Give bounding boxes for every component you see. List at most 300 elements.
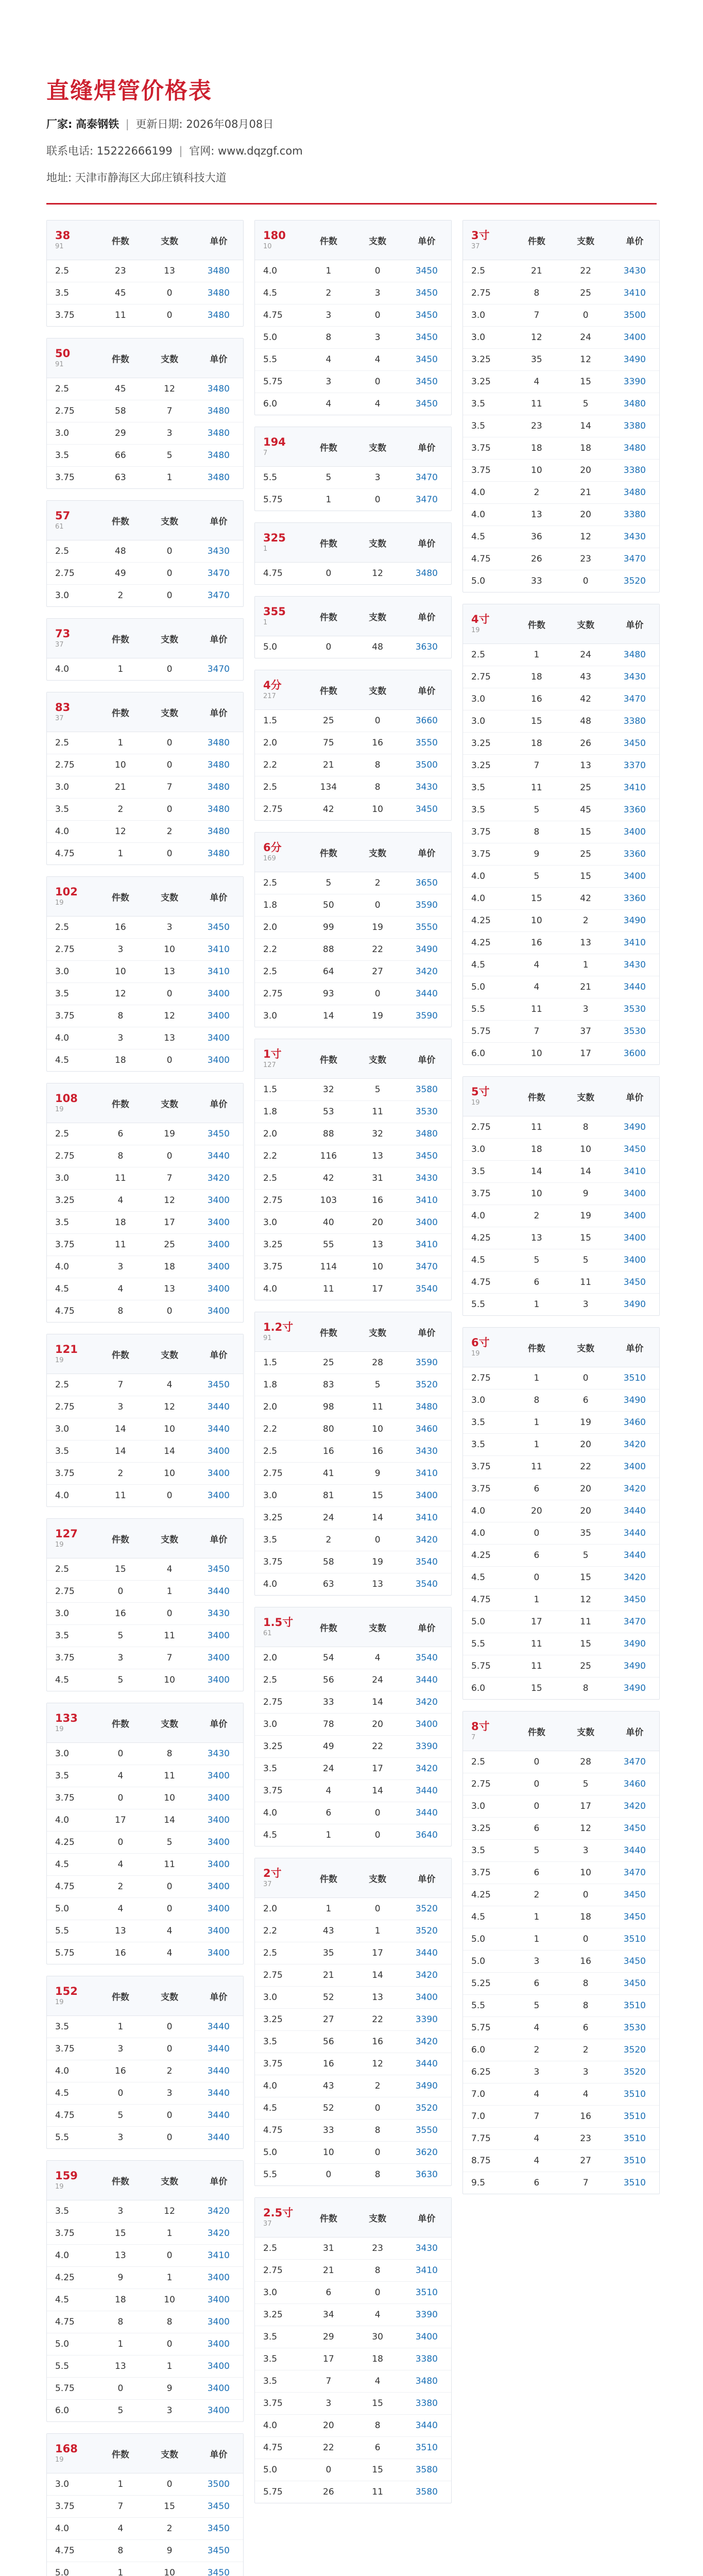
piece-count-cell: 5 (96, 2105, 145, 2127)
column-header-price: 单价 (610, 1077, 659, 1116)
unit-price-cell: 3440 (194, 2060, 243, 2082)
piece-count-cell: 4 (96, 1278, 145, 1300)
table-row (255, 2075, 451, 2097)
wall-thickness-cell: 5.75 (255, 371, 304, 393)
wall-thickness-cell: 5.5 (463, 1633, 512, 1655)
table-row (255, 939, 451, 961)
unit-price-cell: 3620 (402, 2142, 451, 2164)
unit-price-cell: 3400 (194, 1005, 243, 1027)
piece-count-cell: 4 (512, 2017, 561, 2039)
piece-count-cell: 45 (96, 378, 145, 400)
unit-price-cell: 3470 (402, 467, 451, 489)
unit-price-cell: 3400 (610, 1183, 659, 1205)
column-header-count: 件数 (512, 604, 561, 644)
unit-price-cell: 3470 (610, 1751, 659, 1773)
piece-count-cell: 0 (96, 1832, 145, 1854)
table-row (47, 1027, 243, 1049)
table-row (463, 843, 659, 866)
wall-thickness-cell: 6.0 (471, 1048, 486, 1059)
unit-price-cell: 3470 (402, 1256, 451, 1278)
bundle-count-cell: 0 (166, 1490, 173, 1501)
unit-price-cell: 3470 (415, 495, 438, 505)
piece-count-cell: 5 (512, 799, 561, 821)
bundle-count-cell: 17 (353, 1758, 402, 1780)
bundle-count-cell: 14 (145, 1440, 194, 1463)
unit-price-cell: 3430 (610, 260, 659, 282)
wall-thickness-cell: 3.75 (47, 2038, 96, 2060)
unit-price-cell: 3490 (610, 1633, 659, 1655)
table-row (255, 1167, 451, 1190)
table-row (255, 327, 451, 349)
bundle-count-cell: 2 (353, 2075, 402, 2097)
price-table-header-row (47, 2434, 243, 2473)
wall-thickness-cell: 3.5 (255, 1529, 304, 1551)
column-header-count: 件数 (96, 221, 145, 260)
wall-thickness-cell: 4.5 (47, 1854, 96, 1876)
table-row (255, 1507, 451, 1529)
spec-heading (255, 597, 304, 636)
bundle-count-cell: 20 (353, 1714, 402, 1736)
unit-price-cell: 3450 (402, 304, 451, 327)
wall-thickness-cell: 4.75 (255, 2120, 304, 2142)
table-row (255, 710, 451, 732)
unit-price-cell: 3400 (194, 1832, 243, 1854)
piece-count-cell: 42 (304, 1167, 353, 1190)
piece-count-cell: 7 (304, 2370, 353, 2393)
wall-thickness-cell: 5.75 (463, 1655, 512, 1677)
wall-thickness-cell: 3.0 (55, 590, 70, 601)
wall-thickness-cell: 3.25 (463, 755, 512, 777)
column-header-price: 单价 (402, 1607, 451, 1647)
wall-thickness-cell: 2.0 (255, 1396, 304, 1418)
piece-count-cell: 16 (115, 1948, 126, 1958)
price-table (255, 523, 451, 584)
spec-number: 2.5寸 (263, 2207, 294, 2219)
bundle-count-cell: 17 (561, 1795, 610, 1818)
spec-number: 8寸 (471, 1720, 490, 1733)
updated-date: 2026年08月08日 (186, 118, 274, 130)
table-row (463, 349, 659, 371)
table-row (463, 1043, 659, 1065)
table-row (463, 976, 659, 998)
price-table (255, 1607, 451, 1846)
wall-thickness-cell: 5.0 (47, 2333, 96, 2355)
unit-price-cell: 3380 (610, 710, 659, 733)
bundle-count-cell: 19 (372, 1011, 383, 1021)
piece-count-cell: 0 (512, 1567, 561, 1589)
wall-thickness-cell: 4.25 (463, 932, 512, 954)
wall-thickness-cell: 4.0 (463, 866, 512, 888)
column-header-count: 件数 (96, 338, 145, 378)
table-row (47, 1809, 243, 1832)
page-title: 直缝焊管价格表 (46, 78, 212, 104)
table-row (255, 467, 451, 489)
table-row (47, 1942, 243, 1964)
bundle-count-cell: 13 (353, 1145, 402, 1167)
bundle-count-cell: 0 (145, 2038, 194, 2060)
site-link[interactable]: www.dqzgf.com (217, 145, 303, 157)
unit-price-cell: 3450 (194, 2496, 243, 2518)
table-row (255, 2415, 451, 2437)
table-row (463, 1389, 659, 1412)
spec-table-card (462, 1327, 660, 1700)
price-table-header-row (47, 1083, 243, 1123)
wall-thickness-cell: 2.5 (255, 776, 304, 799)
wall-thickness-cell: 4.75 (263, 568, 283, 579)
spec-subcode: 19 (471, 1350, 480, 1358)
column-header-bundle: 支数 (353, 221, 402, 260)
table-row (463, 1500, 659, 1522)
unit-price-cell: 3440 (194, 2082, 243, 2105)
piece-count-cell: 2 (117, 590, 124, 601)
table-row (47, 2245, 243, 2267)
spec-heading (47, 338, 96, 378)
table-row (255, 1736, 451, 1758)
table-row (463, 910, 659, 932)
bundle-count-cell: 9 (145, 2378, 194, 2400)
piece-count-cell: 11 (512, 1655, 561, 1677)
wall-thickness-cell: 3.5 (463, 393, 512, 415)
unit-price-cell: 3440 (610, 1500, 659, 1522)
unit-price-cell: 3640 (415, 1830, 438, 1840)
unit-price-cell: 3550 (402, 917, 451, 939)
piece-count-cell: 3 (96, 1256, 145, 1278)
table-row (47, 422, 243, 445)
table-row (463, 1611, 659, 1633)
unit-price-cell: 3480 (207, 310, 230, 320)
spec-subcode: 127 (263, 1061, 276, 1069)
unit-price-cell: 3440 (194, 2038, 243, 2060)
piece-count-cell: 6 (512, 1818, 561, 1840)
column-header-bundle: 支数 (353, 427, 402, 467)
unit-price-cell: 3450 (402, 1145, 451, 1167)
unit-price-cell: 3450 (610, 1973, 659, 1995)
spec-heading (463, 221, 512, 260)
wall-thickness-cell: 2.5 (463, 260, 512, 282)
unit-price-cell: 3440 (194, 1396, 243, 1418)
bundle-count-cell: 8 (353, 776, 402, 799)
phone-number[interactable]: 15222666199 (96, 145, 173, 157)
wall-thickness-cell: 8.75 (463, 2150, 512, 2172)
wall-thickness-cell: 2.5 (255, 1440, 304, 1463)
piece-count-cell: 3 (512, 1951, 561, 1973)
wall-thickness-cell: 4.0 (463, 1522, 512, 1545)
spec-subcode: 37 (263, 2220, 272, 2228)
piece-count-cell: 5 (304, 467, 353, 489)
wall-thickness-cell: 5.5 (255, 467, 304, 489)
piece-count-cell: 52 (304, 2097, 353, 2120)
table-row (255, 1485, 451, 1507)
table-row (463, 2061, 659, 2083)
piece-count-cell: 6 (512, 1862, 561, 1884)
wall-thickness-cell: 3.25 (255, 1736, 304, 1758)
bundle-count-cell: 13 (145, 1278, 194, 1300)
piece-count-cell: 5 (512, 1995, 561, 2017)
wall-thickness-cell: 3.75 (47, 1005, 96, 1027)
table-row (463, 482, 659, 504)
column-header-price: 单价 (194, 501, 243, 540)
piece-count-cell: 26 (323, 2487, 334, 2497)
bundle-count-cell: 12 (561, 1589, 610, 1611)
wall-thickness-cell: 4.75 (463, 1272, 512, 1294)
price-table (255, 670, 451, 820)
piece-count-cell: 11 (115, 1490, 126, 1501)
bundle-count-cell: 16 (353, 1440, 402, 1463)
table-row (255, 349, 451, 371)
wall-thickness-cell: 3.0 (463, 1389, 512, 1412)
piece-count-cell: 6 (512, 1973, 561, 1995)
piece-count-cell: 3 (512, 2061, 561, 2083)
table-row (463, 1478, 659, 1500)
bundle-count-cell: 0 (145, 563, 194, 585)
unit-price-cell: 3450 (610, 1818, 659, 1840)
bundle-count-cell: 13 (145, 961, 194, 983)
bundle-count-cell: 25 (561, 1655, 610, 1677)
spec-number: 38 (55, 229, 71, 242)
piece-count-cell: 1 (325, 1830, 332, 1840)
spec-heading (47, 1519, 96, 1558)
piece-count-cell: 5 (117, 1675, 124, 1685)
bundle-count-cell: 12 (145, 1190, 194, 1212)
table-row (47, 1123, 243, 1145)
unit-price-cell: 3470 (194, 563, 243, 585)
table-row (255, 1647, 451, 1669)
piece-count-cell: 21 (304, 754, 353, 776)
bundle-count-cell: 25 (561, 777, 610, 799)
table-row (255, 1396, 451, 1418)
bundle-count-cell: 27 (353, 961, 402, 983)
wall-thickness-cell: 2.75 (47, 1581, 96, 1603)
price-table (255, 1039, 451, 1300)
spec-table-card (46, 876, 244, 1072)
column-header-count: 件数 (96, 619, 145, 658)
bundle-count-cell: 2 (145, 821, 194, 843)
unit-price-cell: 3400 (194, 1190, 243, 1212)
price-table-header-row (255, 1858, 451, 1898)
unit-price-cell: 3450 (415, 399, 438, 409)
bundle-count-cell: 12 (145, 1396, 194, 1418)
piece-count-cell: 0 (96, 2378, 145, 2400)
wall-thickness-cell: 6.0 (463, 2039, 512, 2061)
wall-thickness-cell: 2.5 (255, 961, 304, 983)
unit-price-cell: 3480 (610, 644, 659, 666)
table-row (47, 2267, 243, 2289)
unit-price-cell: 3400 (207, 2405, 230, 2416)
table-row (47, 843, 243, 865)
wall-thickness-cell: 3.0 (255, 2282, 304, 2304)
table-row (47, 1005, 243, 1027)
bundle-count-cell: 0 (353, 1802, 402, 1824)
unit-price-cell: 3480 (402, 2370, 451, 2393)
column-header-count: 件数 (304, 1039, 353, 1079)
price-table (47, 1703, 243, 1964)
column-header-bundle: 支数 (561, 1328, 610, 1367)
bundle-count-cell: 10 (561, 1139, 610, 1161)
bundle-count-cell: 15 (353, 2459, 402, 2481)
unit-price-cell: 3470 (207, 664, 230, 674)
piece-count-cell: 8 (117, 1306, 124, 1316)
table-row (463, 1751, 659, 1773)
unit-price-cell: 3410 (194, 2245, 243, 2267)
spec-number: 180 (263, 229, 286, 242)
spec-number: 57 (55, 510, 71, 522)
bundle-count-cell: 24 (353, 1669, 402, 1691)
table-row (463, 2150, 659, 2172)
piece-count-cell: 43 (304, 1920, 353, 1942)
wall-thickness-cell: 4.75 (255, 304, 304, 327)
piece-count-cell: 10 (512, 910, 561, 932)
bundle-count-cell: 1 (166, 472, 173, 483)
phone-label: 联系电话: (46, 145, 94, 157)
table-row (463, 415, 659, 437)
wall-thickness-cell: 4.75 (463, 1589, 512, 1611)
bundle-count-cell: 0 (145, 2333, 194, 2355)
unit-price-cell: 3440 (194, 1418, 243, 1440)
wall-thickness-cell: 4.0 (47, 821, 96, 843)
wall-thickness-cell: 7.75 (463, 2128, 512, 2150)
table-row (463, 777, 659, 799)
piece-count-cell: 13 (96, 2245, 145, 2267)
bundle-count-cell: 15 (353, 2393, 402, 2415)
unit-price-cell: 3520 (610, 2061, 659, 2083)
table-row (463, 1633, 659, 1655)
piece-count-cell: 2 (304, 1529, 353, 1551)
piece-count-cell: 75 (304, 732, 353, 754)
unit-price-cell: 3530 (610, 2017, 659, 2039)
table-row (47, 2540, 243, 2562)
spec-number: 121 (55, 1343, 78, 1355)
wall-thickness-cell: 4.25 (463, 1545, 512, 1567)
table-row (255, 489, 451, 511)
unit-price-cell: 3430 (194, 1743, 243, 1765)
piece-count-cell: 35 (304, 1942, 353, 1964)
bundle-count-cell: 16 (353, 2031, 402, 2053)
bundle-count-cell: 42 (561, 888, 610, 910)
table-row (47, 378, 243, 400)
unit-price-cell: 3520 (402, 1898, 451, 1920)
unit-price-cell: 3430 (402, 2238, 451, 2260)
spec-heading (255, 427, 304, 467)
wall-thickness-cell: 3.75 (463, 843, 512, 866)
piece-count-cell: 1 (512, 644, 561, 666)
table-row (463, 1677, 659, 1700)
bundle-count-cell: 1 (145, 1581, 194, 1603)
unit-price-cell: 3520 (402, 2097, 451, 2120)
wall-thickness-cell: 3.5 (47, 1765, 96, 1787)
wall-thickness-cell: 4.5 (55, 1675, 70, 1685)
bundle-count-cell: 23 (353, 2238, 402, 2260)
column-header-price: 单价 (194, 2161, 243, 2200)
bundle-count-cell: 4 (353, 2370, 402, 2393)
piece-count-cell: 20 (304, 2415, 353, 2437)
piece-count-cell: 3 (96, 1647, 145, 1669)
table-row (463, 1434, 659, 1456)
unit-price-cell: 3480 (194, 378, 243, 400)
unit-price-cell: 3390 (610, 371, 659, 393)
table-row (47, 799, 243, 821)
wall-thickness-cell: 3.75 (463, 1478, 512, 1500)
table-row (47, 983, 243, 1005)
table-row (255, 2053, 451, 2075)
wall-thickness-cell: 4.25 (463, 910, 512, 932)
bundle-count-cell: 28 (353, 1352, 402, 1374)
unit-price-cell: 3400 (610, 327, 659, 349)
bundle-count-cell: 5 (561, 393, 610, 415)
bundle-count-cell: 19 (145, 1123, 194, 1145)
bundle-count-cell: 45 (561, 799, 610, 821)
bundle-count-cell: 0 (353, 894, 402, 917)
unit-price-cell: 3390 (402, 2304, 451, 2326)
wall-thickness-cell: 3.5 (47, 2200, 96, 2223)
unit-price-cell: 3430 (194, 540, 243, 563)
piece-count-cell: 1 (512, 1589, 561, 1611)
unit-price-cell: 3490 (610, 349, 659, 371)
wall-thickness-cell: 2.5 (47, 1558, 96, 1581)
bundle-count-cell: 12 (561, 526, 610, 548)
bundle-count-cell: 13 (561, 755, 610, 777)
spec-heading (255, 1607, 304, 1647)
table-row (255, 1898, 451, 1920)
wall-thickness-cell: 3.75 (463, 1456, 512, 1478)
table-row (47, 2378, 243, 2400)
unit-price-cell: 3400 (402, 1987, 451, 2009)
unit-price-cell: 3480 (194, 732, 243, 754)
table-row (47, 1832, 243, 1854)
wall-thickness-cell: 2.0 (255, 1123, 304, 1145)
wall-thickness-cell: 5.25 (463, 1973, 512, 1995)
wall-thickness-cell: 3.25 (255, 2304, 304, 2326)
table-row (255, 1418, 451, 1440)
bundle-count-cell: 35 (561, 1522, 610, 1545)
price-table-header-row (47, 1334, 243, 1374)
piece-count-cell: 11 (512, 998, 561, 1021)
table-row (255, 1352, 451, 1374)
page-header (46, 0, 657, 205)
wall-thickness-cell: 2.5 (47, 260, 96, 282)
table-row (47, 1396, 243, 1418)
unit-price-cell: 3400 (610, 1227, 659, 1249)
bundle-count-cell: 22 (353, 1736, 402, 1758)
wall-thickness-cell: 4.0 (47, 1027, 96, 1049)
table-row (255, 1256, 451, 1278)
table-row (255, 371, 451, 393)
table-row (463, 1995, 659, 2017)
table-row (47, 2223, 243, 2245)
column-header-count: 件数 (96, 1334, 145, 1374)
bundle-count-cell: 42 (561, 688, 610, 710)
bundle-count-cell: 24 (561, 644, 610, 666)
unit-price-cell: 3450 (194, 917, 243, 939)
spec-heading (47, 619, 96, 658)
wall-thickness-cell: 7.0 (463, 2083, 512, 2106)
unit-price-cell: 3480 (610, 393, 659, 415)
table-row (47, 400, 243, 422)
piece-count-cell: 1 (96, 2562, 145, 2576)
piece-count-cell: 4 (96, 1190, 145, 1212)
wall-thickness-cell: 6.0 (55, 2405, 70, 2416)
piece-count-cell: 3 (117, 2132, 124, 2143)
spec-table-card (46, 618, 244, 681)
table-row (47, 1234, 243, 1256)
bundle-count-cell: 19 (561, 1412, 610, 1434)
bundle-count-cell: 0 (145, 799, 194, 821)
wall-thickness-cell: 3.0 (463, 1795, 512, 1818)
wall-thickness-cell: 4.0 (47, 2245, 96, 2267)
table-row (463, 2083, 659, 2106)
unit-price-cell: 3510 (610, 2150, 659, 2172)
price-table (255, 1312, 451, 1595)
table-row (47, 2060, 243, 2082)
